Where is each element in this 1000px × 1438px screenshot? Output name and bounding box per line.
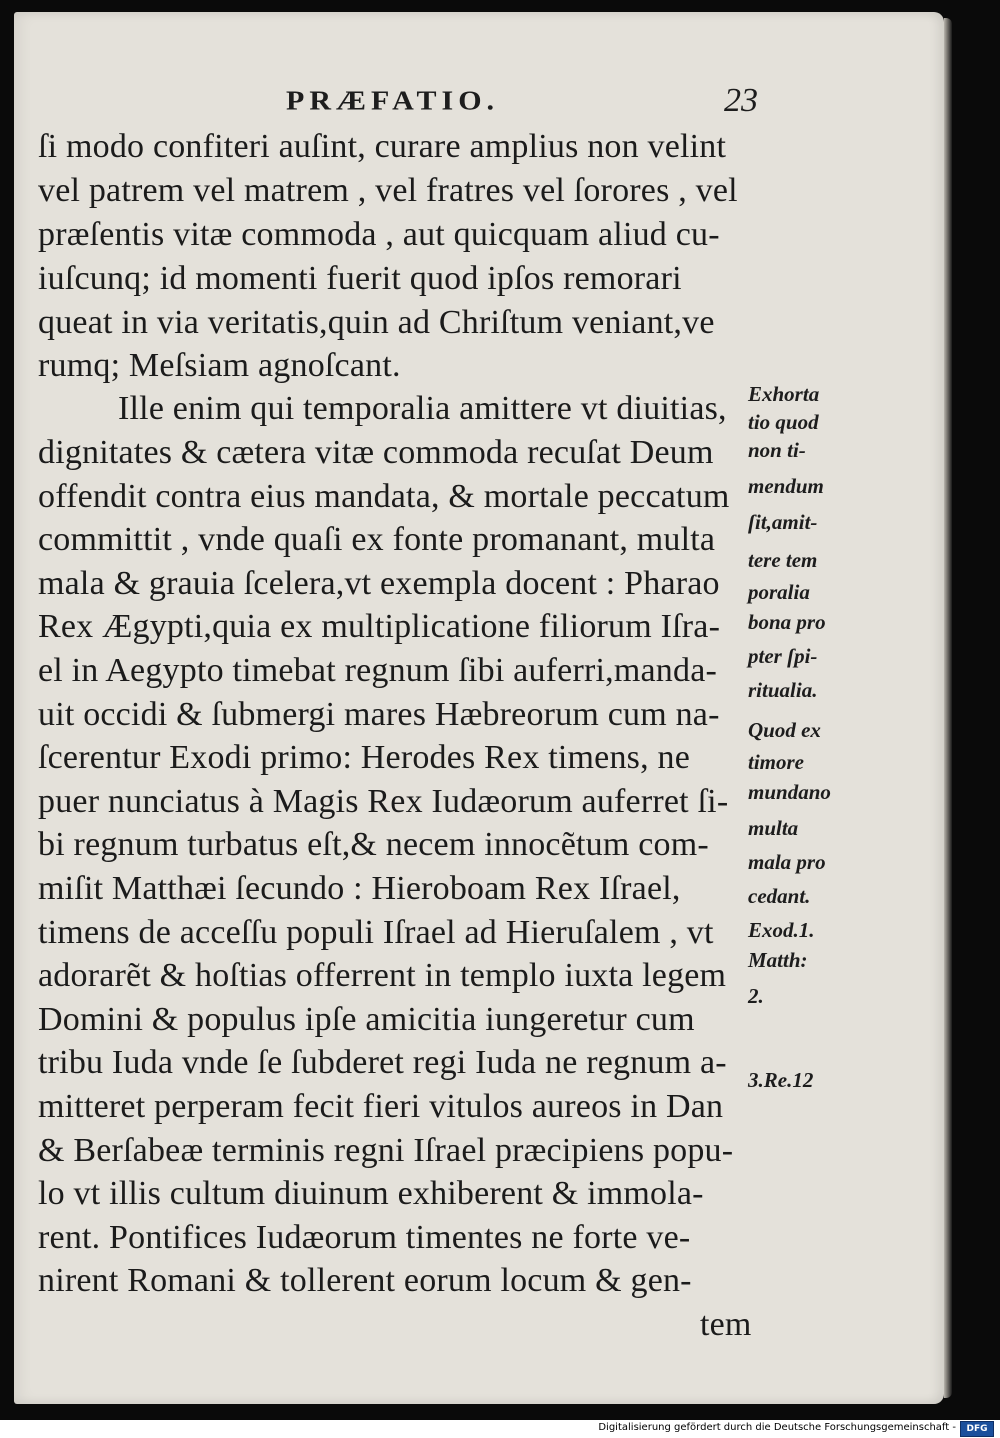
text-line: committit , vnde quaſi ex fonte promanant, multa <box>38 521 716 558</box>
text-line: rent. Pontifices Iudæorum timentes ne forte ve- <box>38 1219 691 1256</box>
text-line: præſentis vitæ commoda , aut quicquam aliud cu- <box>38 216 720 253</box>
margin-note: Exhorta <box>748 382 820 406</box>
text-line: timens de acceſſu populi Iſrael ad Hieruſalem , vt <box>38 914 714 951</box>
text-line: bi regnum turbatus eſt,& necem innocẽtum com- <box>38 826 709 863</box>
text-line: dignitates & cætera vitæ commoda recuſat Deum <box>38 434 714 471</box>
text-line: queat in via veritatis,quin ad Chriſtum veniant,ve <box>38 304 715 341</box>
text-line: offendit contra eius mandata, & mortale peccatum <box>38 478 730 515</box>
margin-note: pter ſpi- <box>748 644 818 668</box>
margin-note: bona pro <box>748 610 826 634</box>
text-line: adorarẽt & hoſtias offerrent in templo iuxta legem <box>38 957 727 994</box>
margin-note: mala pro <box>748 850 826 874</box>
text-line: ſi modo confiteri auſint, curare amplius non velint <box>38 128 727 165</box>
text-line: & Berſabeæ terminis regni Iſrael præcipiens popu- <box>38 1132 734 1169</box>
text-line: iuſcunq; id momenti fuerit quod ipſos remorari <box>38 260 682 297</box>
margin-note: multa <box>748 816 799 840</box>
margin-note: mendum <box>748 474 824 498</box>
text-line: mitteret perperam fecit fieri vitulos aureos in Dan <box>38 1088 724 1125</box>
text-line: Ille enim qui temporalia amittere vt diuitias, <box>118 390 727 427</box>
text-line: miſit Matthæi ſecundo : Hieroboam Rex Iſrael, <box>38 870 681 907</box>
margin-note: Exod.1. <box>748 918 815 942</box>
funding-credit: Digitalisierung gefördert durch die Deutsche Forschungsgemeinschaft - <box>598 1422 956 1433</box>
catchword: tem <box>700 1306 752 1343</box>
margin-note: timore <box>748 750 804 774</box>
margin-note: non ti- <box>748 438 806 462</box>
page-number: 23 <box>724 82 758 119</box>
text-line: rumq; Meſsiam agnoſcant. <box>38 347 401 384</box>
text-line: Domini & populus ipſe amicitia iungeretur cum <box>38 1001 695 1038</box>
text-line: puer nunciatus à Magis Rex Iudæorum auferret ſi- <box>38 783 729 820</box>
page-edge <box>944 18 952 1398</box>
margin-note: Quod ex <box>748 718 821 742</box>
margin-note: ritualia. <box>748 678 818 702</box>
text-line: mala & grauia ſcelera,vt exempla docent : Pharao <box>38 565 720 602</box>
margin-note: cedant. <box>748 884 811 908</box>
margin-note: ſit,amit- <box>748 510 818 534</box>
text-line: Rex Ægypti,quia ex multiplicatione filiorum Iſra- <box>38 608 721 645</box>
margin-note: 2. <box>748 984 764 1008</box>
margin-note: 3.Re.12 <box>748 1068 814 1092</box>
margin-note: tere tem <box>748 548 818 572</box>
text-line: uit occidi & ſubmergi mares Hæbreorum cum na- <box>38 696 720 733</box>
text-line: lo vt illis cultum diuinum exhiberent & immola- <box>38 1175 704 1212</box>
text-line: nirent Romani & tollerent eorum locum & gen- <box>38 1262 692 1299</box>
text-line: el in Aegypto timebat regnum ſibi auferri,manda- <box>38 652 718 689</box>
text-line: tribu Iuda vnde ſe ſubderet regi Iuda ne regnum a- <box>38 1044 727 1081</box>
text-line: vel patrem vel matrem , vel fratres vel ſorores , vel <box>38 172 738 209</box>
text-line: ſcerentur Exodi primo: Herodes Rex timens, ne <box>38 739 690 776</box>
dfg-logo: DFG <box>960 1421 994 1437</box>
margin-note: poralia <box>748 580 810 604</box>
margin-note: mundano <box>748 780 831 804</box>
margin-note: Matth: <box>748 948 808 972</box>
margin-note: tio quod <box>748 410 819 434</box>
running-head: PRÆFATIO. <box>286 85 500 116</box>
